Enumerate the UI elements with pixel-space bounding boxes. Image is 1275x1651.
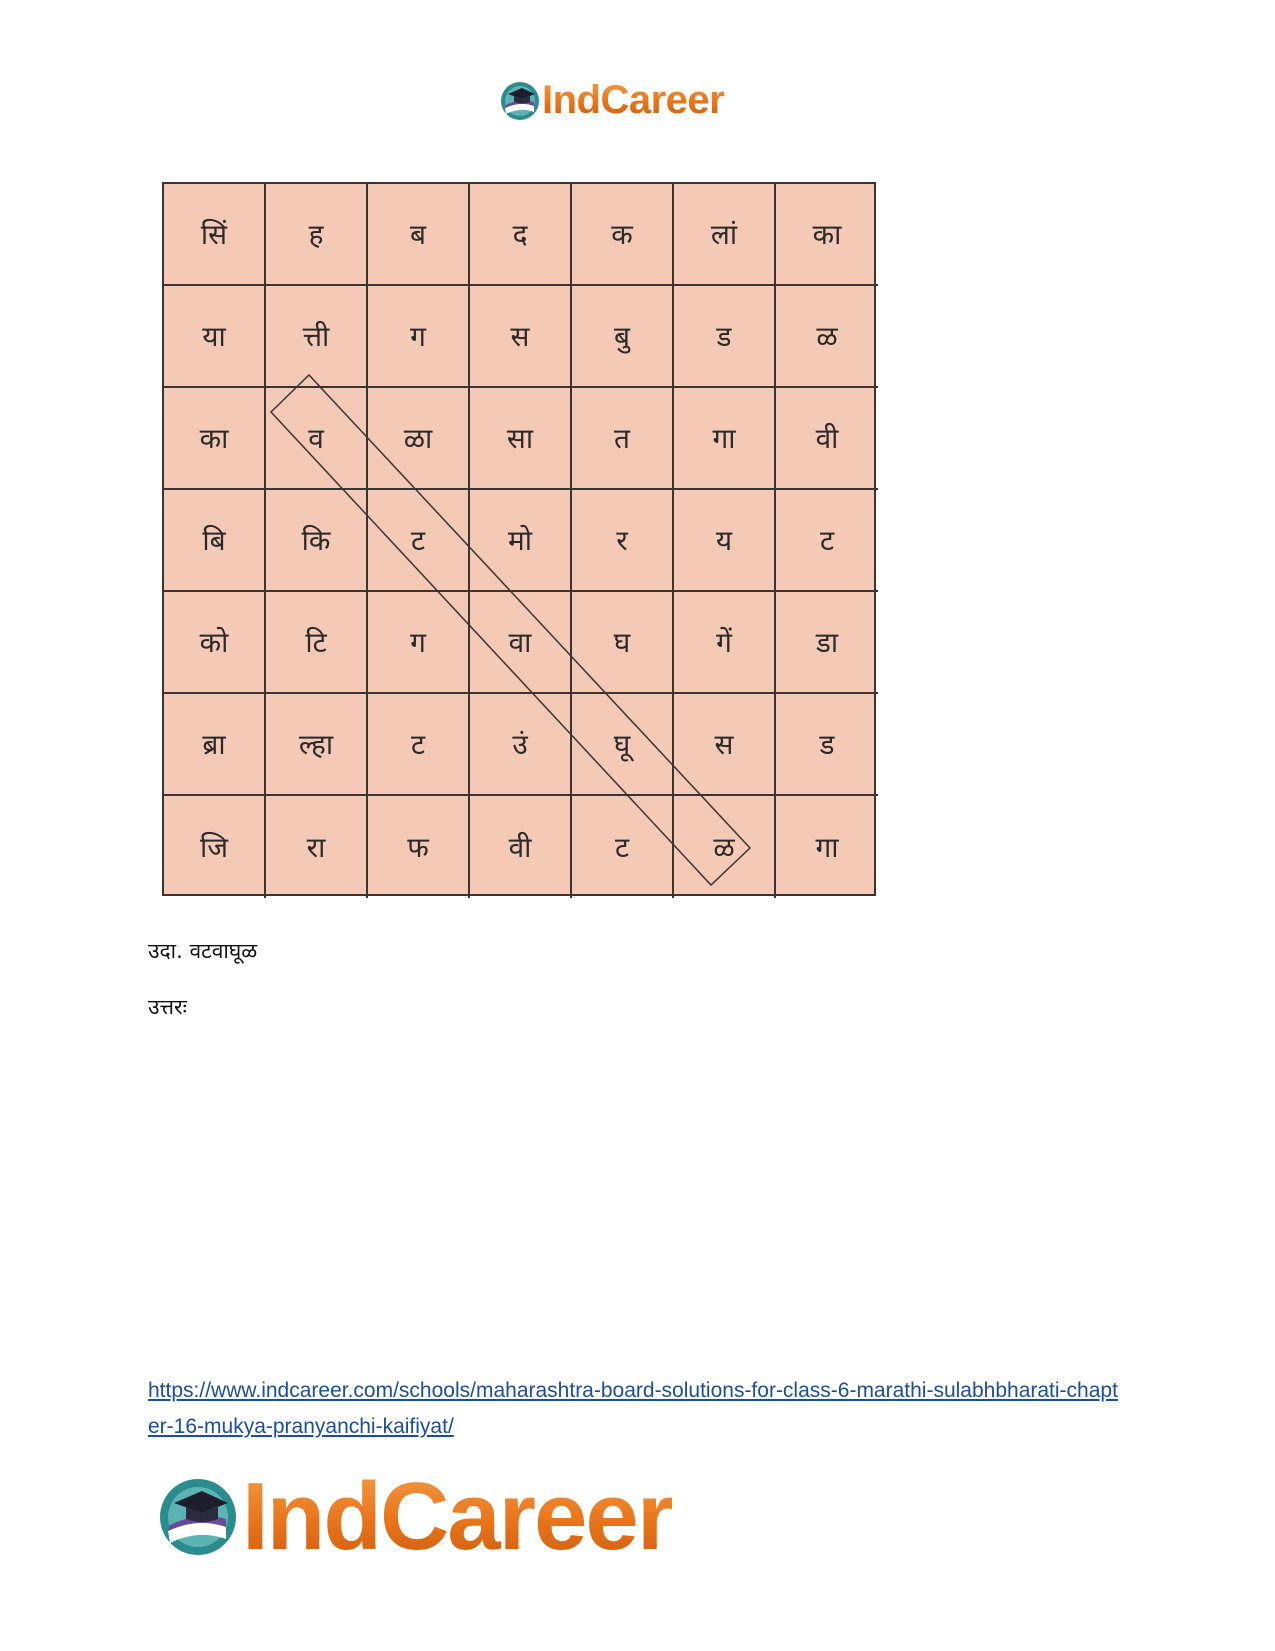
grid-cell: य: [674, 490, 776, 592]
grid-cell: मो: [470, 490, 572, 592]
grid-cell: ब: [368, 184, 470, 286]
footer-source-link[interactable]: https://www.indcareer.com/schools/maharashtra-board-solutions-for-class-6-marathi-sulabhbharati-chapter-16-mukya-pranyanchi-kaifiyat/: [148, 1379, 1118, 1438]
grid-cell: लां: [674, 184, 776, 286]
graduation-cap-book-icon: [158, 1477, 238, 1557]
grid-cell: गें: [674, 592, 776, 694]
grid-cell: वा: [470, 592, 572, 694]
grid-cell: गा: [674, 388, 776, 490]
grid-cell: वी: [776, 388, 878, 490]
grid-cell: द: [470, 184, 572, 286]
grid-cell: ळा: [368, 388, 470, 490]
grid-cell: का: [164, 388, 266, 490]
grid-cell: क: [572, 184, 674, 286]
grid-cell: स: [470, 286, 572, 388]
grid-cell: वी: [470, 796, 572, 898]
puzzle-grid: [162, 182, 876, 896]
grid-cell: बु: [572, 286, 674, 388]
grid-cell: त: [572, 388, 674, 490]
answer-label: उत्तरः: [148, 995, 187, 1019]
grid-cell: ल्हा: [266, 694, 368, 796]
grid-cell: जि: [164, 796, 266, 898]
word-search-puzzle: [162, 182, 876, 896]
grid-cell: व: [266, 388, 368, 490]
indcareer-logo-bottom: [158, 1462, 672, 1572]
grid-cell: ग: [368, 592, 470, 694]
grid-cell: ळ: [776, 286, 878, 388]
grid-cell: को: [164, 592, 266, 694]
graduation-cap-book-icon: [500, 81, 540, 121]
grid-cell: त्ती: [266, 286, 368, 388]
grid-cell: फ: [368, 796, 470, 898]
indcareer-logo-top: [500, 78, 724, 123]
grid-cell: ग: [368, 286, 470, 388]
grid-cell: या: [164, 286, 266, 388]
grid-cell: बि: [164, 490, 266, 592]
example-text: उदा. वटवाघूळ: [148, 939, 258, 963]
grid-cell: स: [674, 694, 776, 796]
grid-cell: घ: [572, 592, 674, 694]
grid-cell: ळ: [674, 796, 776, 898]
grid-cell: ब्रा: [164, 694, 266, 796]
grid-cell: रा: [266, 796, 368, 898]
grid-cell: ह: [266, 184, 368, 286]
grid-cell: र: [572, 490, 674, 592]
grid-cell: का: [776, 184, 878, 286]
grid-cell: सिं: [164, 184, 266, 286]
grid-cell: डा: [776, 592, 878, 694]
grid-cell: गा: [815, 831, 839, 864]
grid-cell: ट: [776, 490, 878, 592]
grid-cell: ट: [368, 694, 470, 796]
grid-cell: ट: [572, 796, 674, 898]
grid-cell: कि: [266, 490, 368, 592]
indcareer-wordmark: IndCareer: [542, 78, 725, 122]
grid-cell: घू: [572, 694, 674, 796]
grid-cell: ड: [674, 286, 776, 388]
grid-cell: टि: [266, 592, 368, 694]
grid-cell: ट: [368, 490, 470, 592]
grid-cell: उं: [470, 694, 572, 796]
grid-cell: सा: [470, 388, 572, 490]
grid-cell: ड: [776, 694, 878, 796]
indcareer-wordmark: IndCareer: [242, 1463, 673, 1570]
